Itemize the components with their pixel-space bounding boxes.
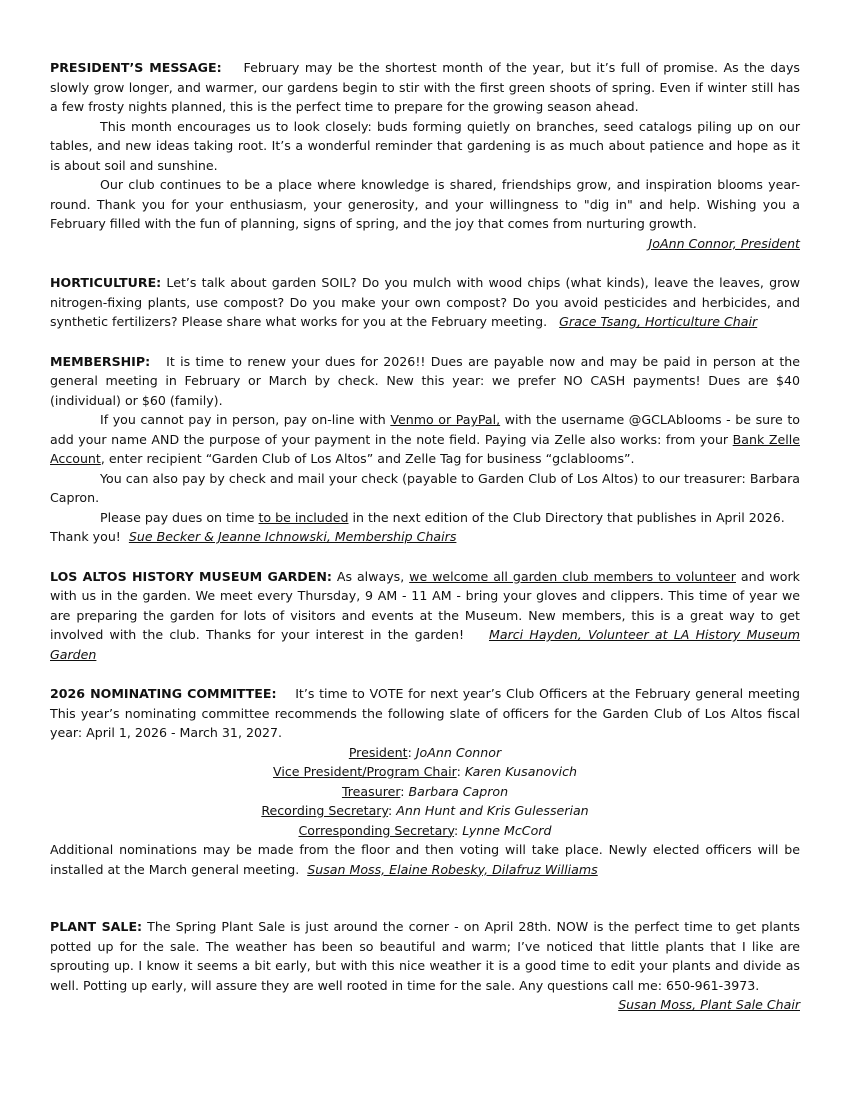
membership-section — [50, 352, 800, 547]
slate-name: Karen Kusanovich — [464, 764, 577, 779]
slate-role: Recording Secretary — [261, 803, 389, 818]
horticulture-section — [50, 273, 800, 332]
museum-text-a: As always, — [336, 568, 410, 584]
slate-name: Lynne McCord — [462, 822, 552, 838]
nominating-closing-text: Additional nominations may be made from the floor and then voting will take place. Newly elected officers will be installed at the March general meeting. — [50, 842, 800, 877]
president-paragraph-1 — [50, 58, 800, 117]
horticulture-paragraph — [50, 273, 800, 332]
slate-name: JoAnn Connor — [415, 744, 502, 760]
president-section — [50, 58, 800, 253]
horticulture-signature: Grace Tsang, Horticulture Chair — [559, 314, 758, 329]
slate-row: Recording Secretary: Ann Hunt and Kris Gulesserian — [261, 803, 589, 818]
membership-signature: Sue Becker & Jeanne Ichnowski, Membership Chairs — [128, 529, 457, 544]
slate-row: Corresponding Secretary: Lynne McCord — [298, 822, 552, 838]
horticulture-heading: HORTICULTURE: — [50, 275, 162, 290]
membership-text-4b: in the next edition of the Club Directory that publishes in April 2026. Thank you! — [50, 509, 785, 544]
slate-role: President — [348, 744, 408, 760]
slate-name: Ann Hunt and Kris Gulesserian — [396, 803, 589, 818]
president-text-1: February may be the shortest month of the year, but it’s full of promise. As the days slowly grow longer, and warmer, our gardens begin to stir with the first green shoots of spring. Even if winter still has a few frosty nights planned, this is the perfect time to prepare for the growing season ahead. — [50, 60, 800, 114]
membership-text-2c: , enter recipient “Garden Club of Los Altos” and Zelle Tag for business “gclablooms”. — [100, 451, 635, 466]
slate-row: Vice President/Program Chair: Karen Kusanovich — [272, 764, 577, 779]
nominating-closing — [50, 840, 800, 879]
membership-text-2b: with the username @GCLAblooms - be sure to add your name AND the purpose of your payment in the note field. Paying via Zelle also works: from your — [50, 412, 800, 447]
membership-paragraph-2 — [50, 410, 800, 469]
nominating-section — [50, 684, 800, 879]
membership-paragraph-4 — [50, 508, 800, 547]
plant-sale-text: The Spring Plant Sale is just around the corner - on April 28th. NOW is the perfect time to get plants potted up for the sale. The weather has been so beautiful and warm; I’ve noticed that little plants that I like are sprouting up. I know it seems a bit early, but with this nice weather it is a good time to edit your plants and divide as well. Potting up early, will assure they are well rooted in time for the sale. Any questions call me: 650-961-3973. — [50, 919, 800, 993]
nominating-intro-text: It’s time to VOTE for next year’s Club Officers at the February general meeting This year’s nominating committee recommends the following slate of officers for the Garden Club of Los Altos fiscal year: April 1, 2026 - March 31, 2027. — [50, 686, 801, 740]
president-heading: PRESIDENT’S MESSAGE: — [50, 60, 222, 75]
slate-name: Barbara Capron — [408, 783, 509, 799]
slate-row: President: JoAnn Connor — [348, 744, 502, 760]
membership-text-1: It is time to renew your dues for 2026!! Dues are payable now and may be paid in person at the general meeting in February or March by check. New this year: we prefer NO CASH payments! Dues are $40 (individual) or $60 (family). — [50, 353, 800, 408]
membership-paragraph-3: You can also pay by check and mail your check (payable to Garden Club of Los Altos) to our treasurer: Barbara Capron. — [50, 470, 800, 505]
president-signature: JoAnn Connor, President — [648, 235, 800, 251]
president-paragraph-3: Our club continues to be a place where knowledge is shared, friendships grow, and inspiration blooms year-round. Thank you for your enthusiasm, your generosity, and your willingness to "dig in" and help. Wishing you a February filled with the fun of planning, signs of spring, and the joy that comes from nurturing growth. — [50, 177, 800, 231]
nominating-intro — [50, 684, 800, 743]
slate-row: Treasurer: Barbara Capron — [341, 783, 509, 799]
officer-slate — [50, 743, 800, 841]
directory-link[interactable]: to be included — [258, 509, 349, 525]
bank-zelle-link[interactable]: Bank Zelle Account — [50, 431, 800, 466]
slate-role: Corresponding Secretary — [298, 822, 455, 838]
nominating-signature: Susan Moss, Elaine Robesky, Dilafruz Williams — [307, 861, 598, 877]
museum-text-b: and work with us in the garden. We meet every Thursday, 9 AM - 11 AM - bring your gloves and clippers. This time of year we are preparing the garden for lots of visitors and events at the Museum. New members, this is a great way to get involved with the club. Thanks for your interest in the garden! — [50, 568, 800, 642]
membership-paragraph-1 — [50, 352, 800, 411]
president-paragraph-2: This month encourages us to look closely: buds forming quietly on branches, seed catalogs piling up on our tables, and new ideas taking root. It’s a wonderful reminder that gardening is as much about patience and hope as it is about soil and sunshine. — [50, 118, 800, 173]
venmo-paypal-link[interactable]: Venmo or PayPal, — [390, 412, 501, 427]
museum-signature: Marci Hayden, Volunteer at LA History Museum Garden — [50, 627, 801, 662]
nominating-heading: 2026 NOMINATING COMMITTEE: — [50, 686, 277, 701]
plant-sale-heading: PLANT SALE: — [50, 919, 143, 934]
museum-paragraph — [50, 567, 800, 665]
membership-heading: MEMBERSHIP: — [50, 353, 151, 369]
museum-section — [50, 567, 800, 665]
newsletter-page — [50, 58, 800, 1015]
membership-text-4a: Please pay dues on time — [100, 509, 259, 525]
volunteer-link[interactable]: we welcome all garden club members to volunteer — [409, 568, 736, 584]
membership-text-2a: If you cannot pay in person, pay on-line with — [100, 412, 391, 427]
plant-sale-signature: Susan Moss, Plant Sale Chair — [618, 997, 800, 1012]
slate-role: Treasurer — [341, 783, 401, 799]
museum-heading: LOS ALTOS HISTORY MUSEUM GARDEN: — [50, 568, 332, 584]
plant-sale-section — [50, 917, 800, 1015]
horticulture-text: Let’s talk about garden SOIL? Do you mulch with wood chips (what kinds), leave the leaves, grow nitrogen-fixing plants, use compost? Do you make your own compost? Do you avoid pesticides and herbicides, and synthetic fertilizers? Please share what works for you at the February meeting. — [50, 275, 800, 329]
slate-role: Vice President/Program Chair — [272, 764, 457, 779]
plant-sale-paragraph — [50, 917, 800, 995]
